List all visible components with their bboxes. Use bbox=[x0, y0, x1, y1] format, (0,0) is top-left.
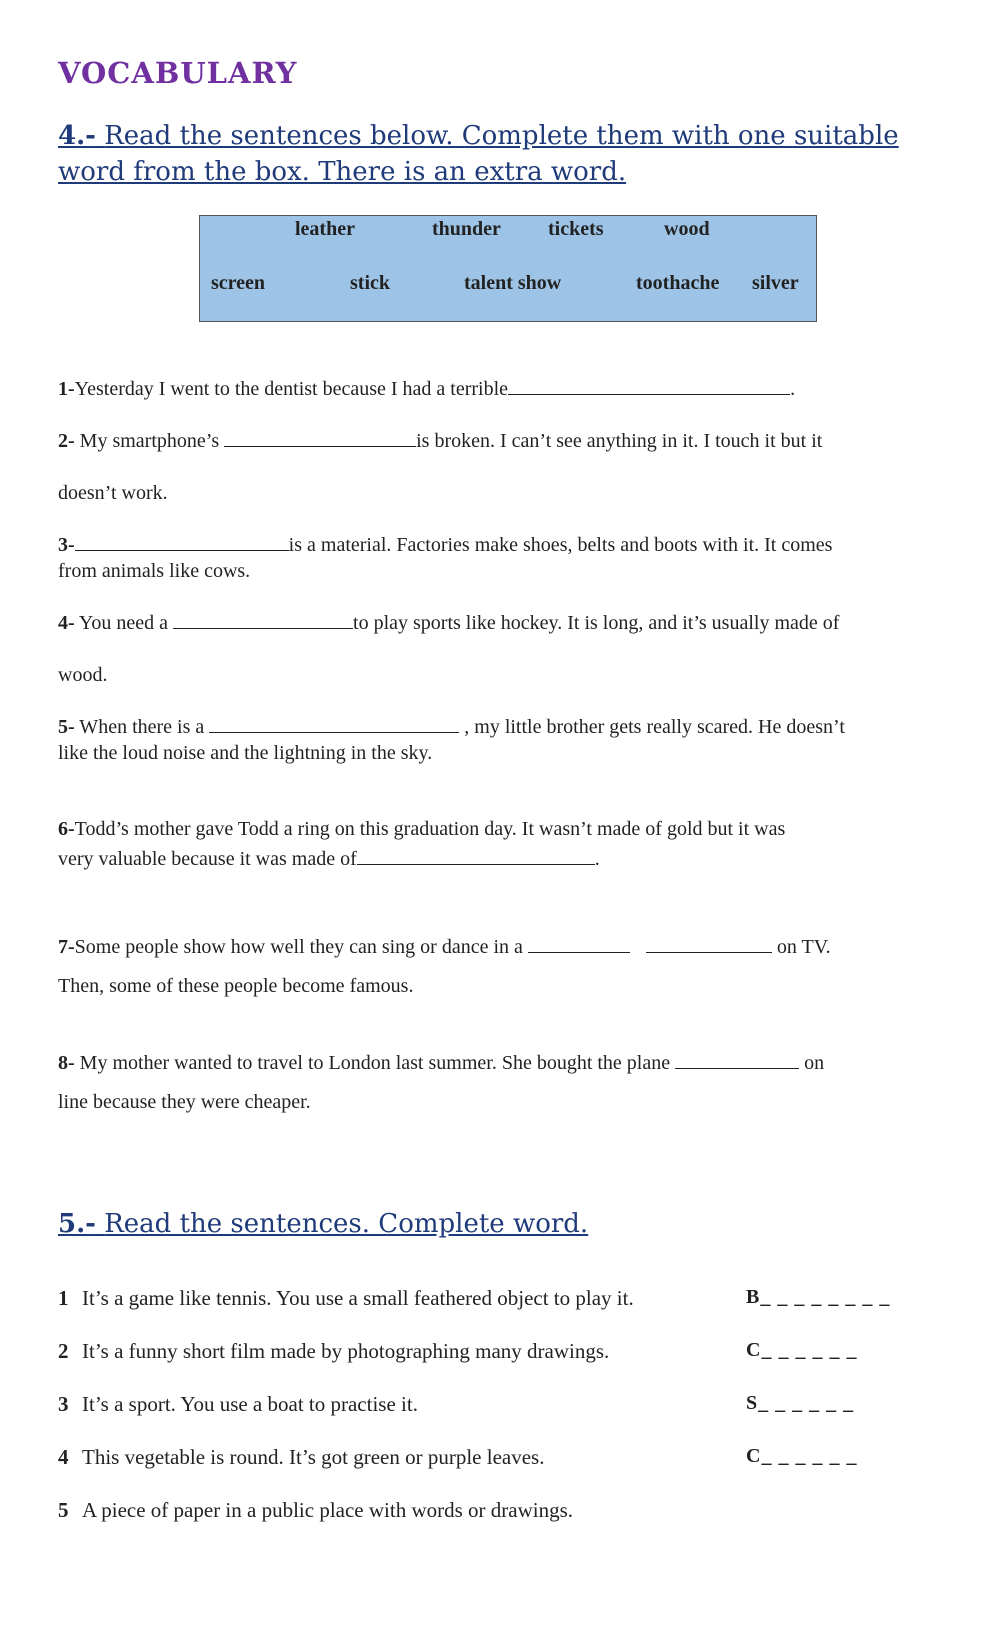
question-text: like the loud noise and the lightning in the sky. bbox=[58, 742, 433, 764]
word-box-item: stick bbox=[350, 272, 390, 294]
item-text: A piece of paper in a public place with words or drawings. bbox=[82, 1498, 574, 1522]
question-text: Yesterday I went to the dentist because I had a terrible bbox=[74, 378, 509, 400]
question-text: , my little brother gets really scared. He doesn’t bbox=[459, 716, 845, 738]
word-box-item: thunder bbox=[432, 218, 501, 240]
item-number: 5 bbox=[58, 1498, 69, 1522]
question-number: 5- bbox=[58, 716, 75, 738]
question-text: . bbox=[790, 378, 796, 400]
question-text: very valuable because it was made of bbox=[58, 848, 357, 870]
question-4 bbox=[58, 610, 938, 636]
question-7 bbox=[58, 934, 938, 960]
section-5-number: 5.- bbox=[58, 1209, 96, 1239]
answer-blank[interactable] bbox=[646, 934, 772, 953]
question-number: 8- bbox=[58, 1052, 75, 1074]
item-text: It’s a game like tennis. You use a small feathered object to play it. bbox=[82, 1286, 634, 1310]
word-box-item: wood bbox=[664, 218, 710, 240]
question-text: You need a bbox=[74, 612, 174, 634]
section-4-number: 4.- bbox=[58, 121, 96, 151]
question-text: line because they were cheaper. bbox=[58, 1091, 311, 1113]
word-item-3 bbox=[58, 1391, 418, 1417]
word-hint[interactable]: C_ _ _ _ _ _ bbox=[746, 1339, 858, 1361]
word-item-5 bbox=[58, 1497, 573, 1523]
question-number: 1- bbox=[58, 378, 75, 400]
question-text: to play sports like hockey. It is long, and it’s usually made of bbox=[353, 612, 840, 634]
question-text: Some people show how well they can sing or dance in a bbox=[74, 936, 528, 958]
question-text: on bbox=[799, 1052, 825, 1074]
answer-blank[interactable] bbox=[173, 610, 353, 629]
answer-blank[interactable] bbox=[224, 428, 416, 447]
section-4-instruction: Read the sentences below. Complete them with one suitable word from the box. There is an extra word. bbox=[58, 121, 899, 187]
question-number: 4- bbox=[58, 612, 75, 634]
item-number: 2 bbox=[58, 1339, 69, 1363]
question-number: 3- bbox=[58, 534, 75, 556]
word-hint[interactable]: C_ _ _ _ _ _ bbox=[746, 1445, 858, 1467]
question-text: is broken. I can’t see anything in it. I touch it but it bbox=[416, 430, 823, 452]
question-text: Todd’s mother gave Todd a ring on this graduation day. It wasn’t made of gold but it was bbox=[74, 818, 786, 840]
word-box-item: silver bbox=[752, 272, 799, 294]
question-text: doesn’t work. bbox=[58, 482, 168, 504]
item-text: It’s a funny short film made by photographing many drawings. bbox=[82, 1339, 610, 1363]
word-hint[interactable]: S_ _ _ _ _ _ bbox=[746, 1392, 855, 1414]
word-item-4 bbox=[58, 1444, 544, 1470]
word-item-2 bbox=[58, 1338, 609, 1364]
item-number: 3 bbox=[58, 1392, 69, 1416]
question-text: . bbox=[594, 848, 600, 870]
question-text: on TV. bbox=[771, 936, 831, 958]
item-number: 4 bbox=[58, 1445, 69, 1469]
answer-blank[interactable] bbox=[508, 376, 790, 395]
page-title: VOCABULARY bbox=[58, 56, 298, 90]
question-8 bbox=[58, 1050, 938, 1076]
answer-blank[interactable] bbox=[209, 714, 459, 733]
answer-blank[interactable] bbox=[75, 532, 289, 551]
word-box-item: screen bbox=[211, 272, 266, 294]
question-text: My smartphone’s bbox=[74, 430, 225, 452]
question-text: wood. bbox=[58, 664, 108, 686]
question-number: 2- bbox=[58, 430, 75, 452]
answer-blank[interactable] bbox=[528, 934, 630, 953]
section-5-instruction: Read the sentences. Complete word. bbox=[104, 1209, 589, 1239]
question-text: Then, some of these people become famous. bbox=[58, 975, 414, 997]
question-1 bbox=[58, 376, 938, 402]
item-number: 1 bbox=[58, 1286, 69, 1310]
word-box-item: leather bbox=[295, 218, 355, 240]
question-number: 7- bbox=[58, 936, 75, 958]
word-hint[interactable]: B_ _ _ _ _ _ _ _ bbox=[746, 1286, 891, 1308]
question-text: My mother wanted to travel to London last summer. She bought the plane bbox=[74, 1052, 676, 1074]
question-text: When there is a bbox=[74, 716, 210, 738]
question-6 bbox=[58, 816, 938, 842]
question-text: from animals like cows. bbox=[58, 560, 251, 582]
question-6-line-2 bbox=[58, 846, 938, 872]
answer-blank[interactable] bbox=[357, 846, 595, 865]
word-item-1 bbox=[58, 1285, 634, 1311]
question-text: is a material. Factories make shoes, belts and boots with it. It comes bbox=[288, 534, 833, 556]
word-box-item: toothache bbox=[636, 272, 720, 294]
word-box-item: tickets bbox=[548, 218, 604, 240]
item-text: This vegetable is round. It’s got green or purple leaves. bbox=[82, 1445, 545, 1469]
item-text: It’s a sport. You use a boat to practise it. bbox=[82, 1392, 418, 1416]
section-5-heading bbox=[58, 1206, 938, 1242]
word-box bbox=[199, 215, 817, 322]
question-number: 6- bbox=[58, 818, 75, 840]
word-box-item: talent show bbox=[464, 272, 562, 294]
question-2 bbox=[58, 428, 938, 454]
question-5 bbox=[58, 714, 938, 740]
section-4-heading bbox=[58, 118, 938, 190]
question-3 bbox=[58, 532, 938, 558]
answer-blank[interactable] bbox=[675, 1050, 799, 1069]
